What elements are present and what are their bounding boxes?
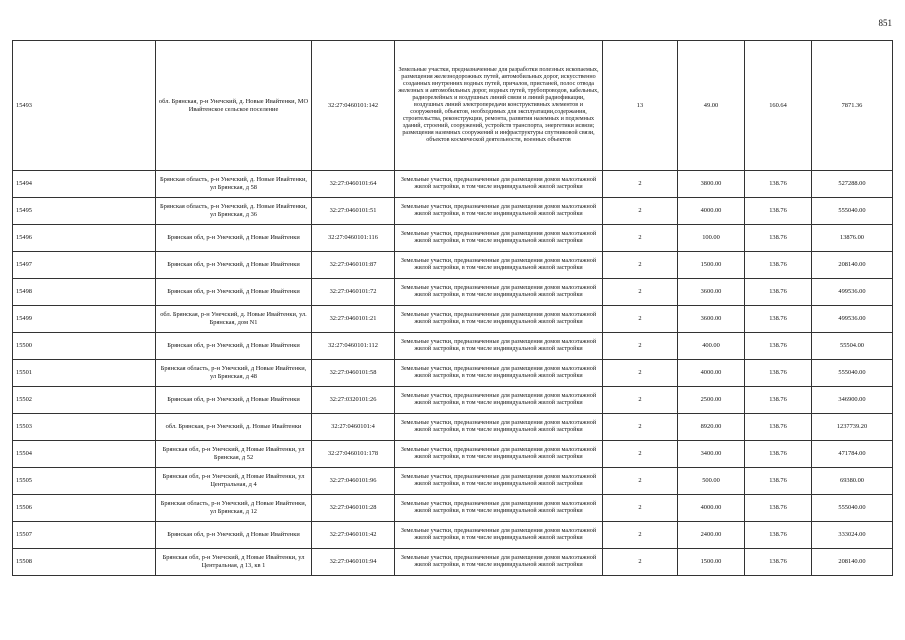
cadastral-value-cell: 346900.00: [812, 387, 893, 414]
address-cell: обл. Брянская, р-н Унечский, д. Новые Ивайтенки, ул. Брянская, дом N1: [156, 306, 312, 333]
cadastral-number-cell: 32:27:0460101:96: [312, 468, 395, 495]
area-cell: 4000.00: [678, 360, 745, 387]
land-use-cell: Земельные участки, предназначенные для размещения домов малоэтажной жилой застройки, в том числе индивидуальной жилой застройки: [395, 252, 603, 279]
cadastral-value-cell: 55504.00: [812, 333, 893, 360]
address-cell: Брянская обл, р-н Унечский, д Новые Ивайтенки: [156, 279, 312, 306]
table-row: [13, 414, 893, 441]
area-cell: 4000.00: [678, 198, 745, 225]
use-group-cell: 2: [603, 360, 678, 387]
land-use-cell: Земельные участки, предназначенные для размещения домов малоэтажной жилой застройки, в том числе индивидуальной жилой застройки: [395, 441, 603, 468]
use-group-cell: 2: [603, 522, 678, 549]
cadastral-number-cell: 32:27:0460101:178: [312, 441, 395, 468]
address-cell: Брянская область, р-н Унечский, д Новые Ивайтенки, ул Брянская, д 12: [156, 495, 312, 522]
area-cell: 49.00: [678, 41, 745, 171]
table-row: [13, 522, 893, 549]
use-group-cell: 2: [603, 414, 678, 441]
cadastral-value-cell: 555040.00: [812, 198, 893, 225]
row-number-cell: 15502: [13, 387, 156, 414]
land-use-cell: Земельные участки, предназначенные для размещения домов малоэтажной жилой застройки, в том числе индивидуальной жилой застройки: [395, 171, 603, 198]
specific-value-cell: 138.76: [745, 495, 812, 522]
land-use-cell: Земельные участки, предназначенные для размещения домов малоэтажной жилой застройки, в том числе индивидуальной жилой застройки: [395, 225, 603, 252]
use-group-cell: 2: [603, 198, 678, 225]
area-cell: 3600.00: [678, 306, 745, 333]
cadastral-number-cell: 32:27:0320101:26: [312, 387, 395, 414]
row-number-cell: 15506: [13, 495, 156, 522]
specific-value-cell: 160.64: [745, 41, 812, 171]
address-cell: Брянская обл, р-н Унечский, д Новые Ивайтенки: [156, 252, 312, 279]
use-group-cell: 2: [603, 441, 678, 468]
table-row: [13, 468, 893, 495]
specific-value-cell: 138.76: [745, 333, 812, 360]
area-cell: 2400.00: [678, 522, 745, 549]
specific-value-cell: 138.76: [745, 198, 812, 225]
cadastral-number-cell: 32:27:0460101:94: [312, 549, 395, 576]
cadastral-number-cell: 32:27:0460101:28: [312, 495, 395, 522]
specific-value-cell: 138.76: [745, 171, 812, 198]
address-cell: Брянская область, р-н Унечский, д Новые Ивайтенки, ул Брянская, д 48: [156, 360, 312, 387]
row-number-cell: 15496: [13, 225, 156, 252]
row-number-cell: 15495: [13, 198, 156, 225]
row-number-cell: 15508: [13, 549, 156, 576]
address-cell: Брянская обл, р-н Унечский, д Новые Ивайтенки: [156, 387, 312, 414]
cadastral-value-cell: 7871.36: [812, 41, 893, 171]
address-cell: Брянская область, р-н Унечский, д. Новые Ивайтенки, ул Брянская, д 36: [156, 198, 312, 225]
specific-value-cell: 138.76: [745, 387, 812, 414]
cadastral-value-table: [12, 40, 893, 576]
use-group-cell: 2: [603, 252, 678, 279]
cadastral-value-cell: 1237739.20: [812, 414, 893, 441]
address-cell: Брянская обл, р-н Унечский, д Новые Ивайтенки: [156, 333, 312, 360]
table-row: [13, 252, 893, 279]
specific-value-cell: 138.76: [745, 414, 812, 441]
row-number-cell: 15498: [13, 279, 156, 306]
area-cell: 500.00: [678, 468, 745, 495]
row-number-cell: 15500: [13, 333, 156, 360]
area-cell: 1500.00: [678, 252, 745, 279]
land-use-cell: Земельные участки, предназначенные для размещения домов малоэтажной жилой застройки, в том числе индивидуальной жилой застройки: [395, 387, 603, 414]
cadastral-value-cell: 471784.00: [812, 441, 893, 468]
row-number-cell: 15493: [13, 41, 156, 171]
specific-value-cell: 138.76: [745, 252, 812, 279]
land-use-cell: Земельные участки, предназначенные для размещения домов малоэтажной жилой застройки, в том числе индивидуальной жилой застройки: [395, 333, 603, 360]
cadastral-number-cell: 32:27:0460101:116: [312, 225, 395, 252]
land-use-cell: Земельные участки, предназначенные для размещения домов малоэтажной жилой застройки, в том числе индивидуальной жилой застройки: [395, 414, 603, 441]
cadastral-number-cell: 32:27:0460101:58: [312, 360, 395, 387]
area-cell: 2500.00: [678, 387, 745, 414]
cadastral-value-cell: 555040.00: [812, 360, 893, 387]
land-use-cell: Земельные участки, предназначенные для размещения домов малоэтажной жилой застройки, в том числе индивидуальной жилой застройки: [395, 279, 603, 306]
use-group-cell: 2: [603, 333, 678, 360]
use-group-cell: 2: [603, 468, 678, 495]
address-cell: Брянская обл, р-н Унечский, д Новые Ивайтенки, ул Брянская, д 52: [156, 441, 312, 468]
land-use-cell: Земельные участки, предназначенные для размещения домов малоэтажной жилой застройки, в том числе индивидуальной жилой застройки: [395, 198, 603, 225]
specific-value-cell: 138.76: [745, 225, 812, 252]
use-group-cell: 2: [603, 171, 678, 198]
use-group-cell: 2: [603, 279, 678, 306]
table-row: [13, 549, 893, 576]
use-group-cell: 2: [603, 387, 678, 414]
table-row: [13, 387, 893, 414]
cadastral-number-cell: 32:27:0460101:72: [312, 279, 395, 306]
land-use-cell: Земельные участки, предназначенные для размещения домов малоэтажной жилой застройки, в том числе индивидуальной жилой застройки: [395, 495, 603, 522]
table-body: [13, 41, 893, 576]
use-group-cell: 2: [603, 306, 678, 333]
row-number-cell: 15507: [13, 522, 156, 549]
cadastral-number-cell: 32:27:0460101:42: [312, 522, 395, 549]
cadastral-value-cell: 13876.00: [812, 225, 893, 252]
cadastral-value-cell: 333024.00: [812, 522, 893, 549]
table-row: [13, 306, 893, 333]
cadastral-value-cell: 208140.00: [812, 252, 893, 279]
table-row: [13, 198, 893, 225]
specific-value-cell: 138.76: [745, 522, 812, 549]
row-number-cell: 15504: [13, 441, 156, 468]
cadastral-value-cell: 527288.00: [812, 171, 893, 198]
address-cell: Брянская обл, р-н Унечский, д Новые Ивайтенки: [156, 522, 312, 549]
address-cell: обл. Брянская, р-н Унечский, д. Новые Ивайтенки: [156, 414, 312, 441]
area-cell: 3800.00: [678, 171, 745, 198]
area-cell: 3600.00: [678, 279, 745, 306]
table-row: [13, 333, 893, 360]
row-number-cell: 15503: [13, 414, 156, 441]
land-use-cell: Земельные участки, предназначенные для разработки полезных ископаемых, размещения железнодорожных путей, автомобильных дорог, искусственно созданных внутренних водных путей, причалов, пристаней, полос отвода железных и автомобильных дорог, водных путей, трубопроводов, кабельных, радиорелейных и воздушных линий связи и линий радиофикации, воздушных линий электропередачи конструктивных элементов и сооружений, объектов, необходимых для эксплуатации,содержания, строительства, реконструкции, ремонта, развития наземных и подземных зданий, строений, сооружений, устройств транспорта, энергетики исвязи; размещения наземных сооружений и инфраструктуры спутниковой связи, объектов космической деятельности, военных объектов: [395, 41, 603, 171]
cadastral-number-cell: 32:27:0460101:142: [312, 41, 395, 171]
address-cell: Брянская обл, р-н Унечский, д Новые Ивайтенки, ул Центральная, д 4: [156, 468, 312, 495]
table-row: [13, 279, 893, 306]
row-number-cell: 15501: [13, 360, 156, 387]
area-cell: 8920.00: [678, 414, 745, 441]
cadastral-number-cell: 32:27:0460101:112: [312, 333, 395, 360]
use-group-cell: 13: [603, 41, 678, 171]
cadastral-number-cell: 32:27:0460101:64: [312, 171, 395, 198]
page-number: 851: [878, 18, 892, 28]
cadastral-number-cell: 32:27:0460101:21: [312, 306, 395, 333]
address-cell: Брянская обл, р-н Унечский, д Новые Ивайтенки, ул Центральная, д 13, кв 1: [156, 549, 312, 576]
land-use-cell: Земельные участки, предназначенные для размещения домов малоэтажной жилой застройки, в том числе индивидуальной жилой застройки: [395, 522, 603, 549]
cadastral-number-cell: 32:27:0460101:51: [312, 198, 395, 225]
table-row: [13, 171, 893, 198]
table-row: [13, 41, 893, 171]
cadastral-value-cell: 499536.00: [812, 279, 893, 306]
land-use-cell: Земельные участки, предназначенные для размещения домов малоэтажной жилой застройки, в том числе индивидуальной жилой застройки: [395, 549, 603, 576]
cadastral-value-cell: 499536.00: [812, 306, 893, 333]
land-use-cell: Земельные участки, предназначенные для размещения домов малоэтажной жилой застройки, в том числе индивидуальной жилой застройки: [395, 468, 603, 495]
row-number-cell: 15499: [13, 306, 156, 333]
specific-value-cell: 138.76: [745, 279, 812, 306]
specific-value-cell: 138.76: [745, 306, 812, 333]
specific-value-cell: 138.76: [745, 441, 812, 468]
land-use-cell: Земельные участки, предназначенные для размещения домов малоэтажной жилой застройки, в том числе индивидуальной жилой застройки: [395, 306, 603, 333]
table-row: [13, 225, 893, 252]
use-group-cell: 2: [603, 495, 678, 522]
land-use-cell: Земельные участки, предназначенные для размещения домов малоэтажной жилой застройки, в том числе индивидуальной жилой застройки: [395, 360, 603, 387]
address-cell: Брянская обл, р-н Унечский, д Новые Ивайтенки: [156, 225, 312, 252]
area-cell: 4000.00: [678, 495, 745, 522]
area-cell: 100.00: [678, 225, 745, 252]
specific-value-cell: 138.76: [745, 468, 812, 495]
cadastral-number-cell: 32:27:0460101:87: [312, 252, 395, 279]
specific-value-cell: 138.76: [745, 549, 812, 576]
row-number-cell: 15505: [13, 468, 156, 495]
use-group-cell: 2: [603, 225, 678, 252]
address-cell: обл. Брянская, р-н Унечский, д. Новые Ивайтенки, МО Ивайтенское сельское поселение: [156, 41, 312, 171]
address-cell: Брянская область, р-н Унечский, д. Новые Ивайтенки, ул Брянская, д 58: [156, 171, 312, 198]
specific-value-cell: 138.76: [745, 360, 812, 387]
row-number-cell: 15497: [13, 252, 156, 279]
cadastral-value-cell: 69380.00: [812, 468, 893, 495]
use-group-cell: 2: [603, 549, 678, 576]
table-row: [13, 495, 893, 522]
area-cell: 3400.00: [678, 441, 745, 468]
cadastral-value-cell: 208140.00: [812, 549, 893, 576]
area-cell: 400.00: [678, 333, 745, 360]
table-row: [13, 360, 893, 387]
cadastral-number-cell: 32:27:0460101:4: [312, 414, 395, 441]
area-cell: 1500.00: [678, 549, 745, 576]
table-row: [13, 441, 893, 468]
cadastral-value-cell: 555040.00: [812, 495, 893, 522]
row-number-cell: 15494: [13, 171, 156, 198]
